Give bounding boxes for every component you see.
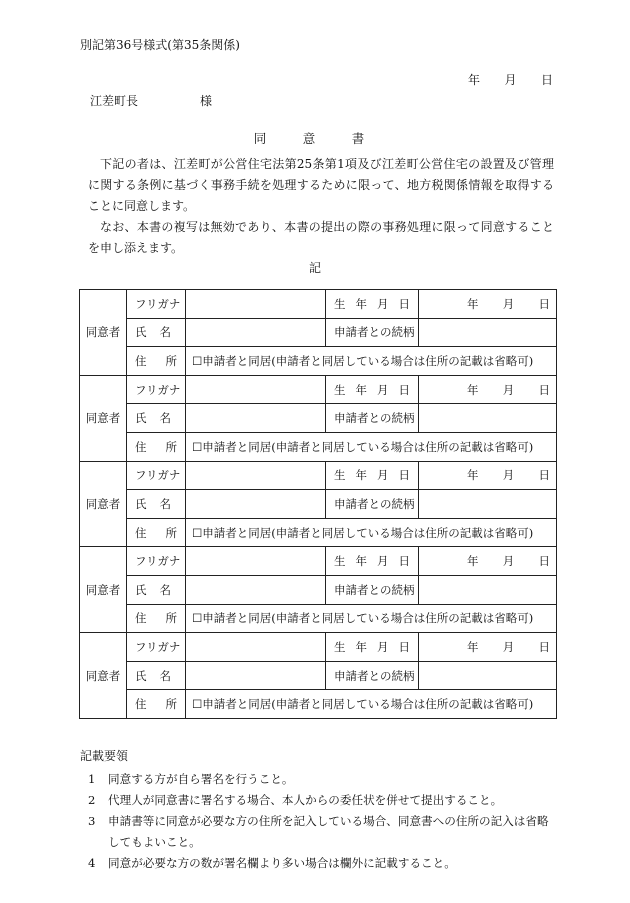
note-continuation: してもよいこと。 (108, 835, 201, 849)
name-char-2: 名 (159, 496, 171, 511)
month-label: 月 (502, 468, 515, 483)
address-row (80, 518, 557, 547)
year-label: 年 (467, 468, 479, 483)
birth-char-1: 生 (334, 468, 346, 483)
relation-label: 申請者との続柄 (326, 575, 419, 604)
consenter-label: 同意者 (80, 633, 127, 719)
name-char-1: 氏 (135, 496, 147, 511)
addressee (90, 92, 212, 109)
name-field[interactable] (186, 575, 326, 604)
name-char-2: 名 (159, 668, 171, 683)
address-char-1: 住 (135, 525, 147, 540)
year-label: 年 (467, 554, 479, 569)
address-field[interactable] (186, 347, 557, 376)
name-row (80, 575, 557, 604)
relation-field[interactable] (419, 318, 557, 347)
birth-char-1: 生 (334, 382, 346, 397)
relation-label: 申請者との続柄 (326, 318, 419, 347)
note-text: 申請書等に同意が必要な方の住所を記入している場合、同意書への住所の記入は省略 (108, 814, 549, 828)
month-label: 月 (502, 296, 515, 311)
note-number: 2 (88, 793, 96, 807)
furigana-field[interactable] (186, 547, 326, 576)
address-char-2: 所 (165, 697, 177, 712)
relation-field[interactable] (419, 490, 557, 519)
birth-char-4: 日 (398, 296, 410, 311)
name-label (127, 318, 186, 347)
furigana-row (80, 290, 557, 319)
consenter-label: 同意者 (80, 461, 127, 547)
name-row (80, 661, 557, 690)
honorific: 様 (200, 94, 213, 108)
address-char-2: 所 (165, 525, 177, 540)
same-residence-checkbox[interactable]: ☐申請者と同居(申請者と同居している場合は住所の記載は省略可) (192, 439, 534, 454)
month-label: 月 (504, 73, 517, 87)
note-text: 同意が必要な方の数が署名欄より多い場合は欄外に記載すること。 (108, 856, 456, 870)
birthdate-label (326, 633, 419, 662)
birth-char-2: 年 (355, 639, 367, 654)
address-row (80, 432, 557, 461)
furigana-label: フリガナ (127, 461, 186, 490)
address-char-2: 所 (165, 611, 177, 626)
furigana-row (80, 375, 557, 404)
birth-char-1: 生 (334, 296, 346, 311)
address-char-1: 住 (135, 611, 147, 626)
name-char-1: 氏 (135, 582, 147, 597)
birth-char-2: 年 (355, 468, 367, 483)
birthdate-label (326, 375, 419, 404)
note-item (88, 790, 558, 811)
consenter-label: 同意者 (80, 547, 127, 633)
address-char-1: 住 (135, 353, 147, 368)
birth-char-2: 年 (355, 554, 367, 569)
birthdate-field[interactable] (419, 633, 557, 662)
furigana-row (80, 547, 557, 576)
consent-paragraph: 下記の者は、江差町が公営住宅法第25条第1項及び江差町公営住宅の設置及び管理に関する条例に基づく事務手続を処理するために限って、地方税関係情報を取得することに同意します。 (88, 157, 554, 213)
furigana-field[interactable] (186, 633, 326, 662)
same-residence-checkbox[interactable]: ☐申請者と同居(申請者と同居している場合は住所の記載は省略可) (192, 611, 534, 626)
address-char-1: 住 (135, 697, 147, 712)
birth-char-2: 年 (355, 296, 367, 311)
day-label: 日 (538, 639, 550, 654)
relation-field[interactable] (419, 575, 557, 604)
name-char-2: 名 (159, 411, 171, 426)
name-row (80, 404, 557, 433)
address-field[interactable] (186, 690, 557, 719)
day-label: 日 (538, 468, 550, 483)
name-field[interactable] (186, 404, 326, 433)
furigana-field[interactable] (186, 290, 326, 319)
address-label (127, 518, 186, 547)
relation-label: 申請者との続柄 (326, 490, 419, 519)
consenter-label: 同意者 (80, 375, 127, 461)
name-label (127, 575, 186, 604)
year-label: 年 (467, 382, 479, 397)
furigana-label: フリガナ (127, 375, 186, 404)
month-label: 月 (502, 554, 515, 569)
address-label (127, 347, 186, 376)
note-text: 同意する方が自ら署名を行うこと。 (108, 772, 294, 786)
notes-title: 記載要領 (80, 749, 129, 763)
day-label: 日 (540, 73, 553, 87)
birth-char-3: 月 (377, 382, 389, 397)
birthdate-label (326, 547, 419, 576)
birthdate-field[interactable] (419, 290, 557, 319)
name-char-2: 名 (159, 582, 171, 597)
consenter-table (79, 289, 557, 719)
year-label: 年 (467, 296, 479, 311)
addressee-name: 江差町長 (90, 94, 139, 108)
note-text: 代理人が同意書に署名する場合、本人からの委任状を併せて提出すること。 (108, 793, 503, 807)
note-number: 1 (88, 772, 96, 786)
furigana-field[interactable] (186, 461, 326, 490)
furigana-row (80, 461, 557, 490)
birth-char-2: 年 (355, 382, 367, 397)
relation-field[interactable] (419, 661, 557, 690)
birth-char-4: 日 (398, 554, 410, 569)
address-label (127, 604, 186, 633)
name-label (127, 490, 186, 519)
address-row (80, 690, 557, 719)
month-label: 月 (502, 382, 515, 397)
address-label (127, 690, 186, 719)
document-title: 同 意 書 (253, 131, 377, 146)
same-residence-checkbox[interactable]: ☐申請者と同居(申請者と同居している場合は住所の記載は省略可) (192, 697, 534, 712)
name-row (80, 490, 557, 519)
birthdate-field[interactable] (419, 375, 557, 404)
relation-field[interactable] (419, 404, 557, 433)
year-label: 年 (468, 73, 481, 87)
name-label (127, 404, 186, 433)
note-number: 3 (88, 814, 96, 828)
note-number: 4 (88, 856, 96, 870)
birth-char-3: 月 (377, 639, 389, 654)
furigana-label: フリガナ (127, 290, 186, 319)
year-label: 年 (467, 639, 479, 654)
day-label: 日 (538, 296, 550, 311)
address-field[interactable] (186, 604, 557, 633)
birthdate-label (326, 461, 419, 490)
furigana-label: フリガナ (127, 547, 186, 576)
address-row (80, 604, 557, 633)
relation-label: 申請者との続柄 (326, 404, 419, 433)
birth-char-4: 日 (398, 639, 410, 654)
name-row (80, 318, 557, 347)
consenter-label: 同意者 (80, 290, 127, 376)
address-row (80, 347, 557, 376)
form-number: 別記第36号様式(第35条関係) (80, 38, 240, 52)
birth-char-3: 月 (377, 296, 389, 311)
name-char-1: 氏 (135, 325, 147, 340)
name-char-1: 氏 (135, 668, 147, 683)
name-field[interactable] (186, 661, 326, 690)
birth-char-1: 生 (334, 554, 346, 569)
same-residence-checkbox[interactable]: ☐申請者と同居(申請者と同居している場合は住所の記載は省略可) (192, 353, 534, 368)
name-char-2: 名 (159, 325, 171, 340)
birth-char-3: 月 (377, 554, 389, 569)
note-item (88, 769, 558, 790)
furigana-label: フリガナ (127, 633, 186, 662)
relation-label: 申請者との続柄 (326, 661, 419, 690)
note-paragraph: なお、本書の複写は無効であり、本書の提出の際の事務処理に限って同意することを申し添えます。 (88, 220, 554, 255)
birthdate-label (326, 290, 419, 319)
ki-heading: 記 (308, 261, 321, 275)
month-label: 月 (502, 639, 515, 654)
name-label (127, 661, 186, 690)
address-field[interactable] (186, 518, 557, 547)
note-item (88, 811, 558, 853)
birthdate-field[interactable] (419, 547, 557, 576)
furigana-row (80, 633, 557, 662)
name-field[interactable] (186, 490, 326, 519)
address-char-2: 所 (165, 439, 177, 454)
address-label (127, 432, 186, 461)
submission-date (468, 71, 553, 88)
name-char-1: 氏 (135, 411, 147, 426)
day-label: 日 (538, 554, 550, 569)
birth-char-1: 生 (334, 639, 346, 654)
note-item (88, 853, 558, 874)
birth-char-4: 日 (398, 382, 410, 397)
address-field[interactable] (186, 432, 557, 461)
birth-char-3: 月 (377, 468, 389, 483)
day-label: 日 (538, 382, 550, 397)
name-field[interactable] (186, 318, 326, 347)
address-char-1: 住 (135, 439, 147, 454)
birth-char-4: 日 (398, 468, 410, 483)
address-char-2: 所 (165, 353, 177, 368)
furigana-field[interactable] (186, 375, 326, 404)
same-residence-checkbox[interactable]: ☐申請者と同居(申請者と同居している場合は住所の記載は省略可) (192, 525, 534, 540)
birthdate-field[interactable] (419, 461, 557, 490)
